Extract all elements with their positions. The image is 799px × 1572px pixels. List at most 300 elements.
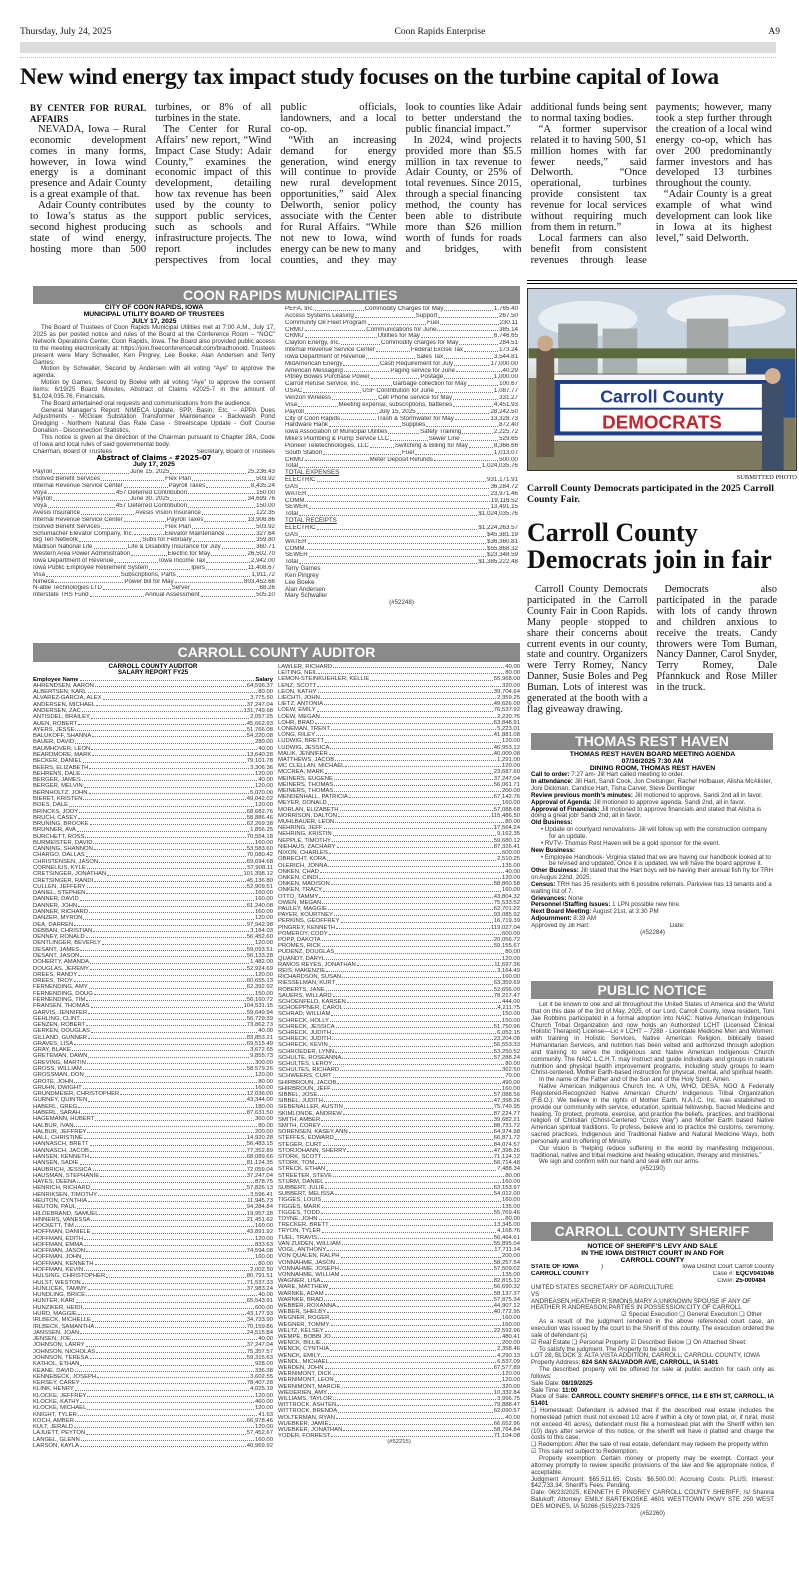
leader-dots <box>103 695 250 699</box>
leader-dots <box>322 1204 501 1208</box>
leader-dots <box>357 962 493 966</box>
row-amount: 79,101.78 <box>246 758 273 765</box>
row-label: SAUERS, WILLARD <box>278 992 332 999</box>
leader-dots <box>342 1055 492 1059</box>
claim-description: Elevator Maintenance <box>164 530 225 537</box>
row-amount: 39,704.64 <box>493 688 520 695</box>
notice-number: (#52215) <box>387 1439 411 1446</box>
row-amount: 120.00 <box>501 874 520 881</box>
claim-description: Sewer Line <box>428 436 460 443</box>
row-amount: 80,791.51 <box>246 1273 273 1280</box>
agenda-item <box>531 916 774 923</box>
leader-dots <box>305 457 369 462</box>
leader-dots <box>206 483 250 488</box>
row-label: SORENSEN, KASEY ANN <box>278 1129 348 1136</box>
leader-dots <box>305 409 378 414</box>
claim-description: Support <box>415 312 438 319</box>
row-amount: 80.00 <box>258 689 273 696</box>
row-label: BRINCKS, JODY <box>33 808 79 815</box>
row-amount: 57,509.02 <box>493 1265 520 1272</box>
row-amount: 360.00 <box>254 1116 273 1123</box>
row-label: HUNTER, KARI <box>33 1298 75 1305</box>
leader-dots <box>330 1222 493 1226</box>
leader-dots <box>329 1284 493 1288</box>
row-amount: 59,315.63 <box>246 1354 273 1361</box>
row-label: GAS <box>285 483 299 490</box>
row-label: RAMOS REYES, JONATHAN <box>278 961 356 968</box>
row-label: KNIGHT, TYLER <box>33 1411 77 1418</box>
leader-dots <box>86 1342 246 1346</box>
leader-dots <box>336 1415 504 1419</box>
leader-dots <box>322 937 493 941</box>
row-amount: 1,291.00 <box>497 757 520 764</box>
row-amount: 67,577.89 <box>493 1364 520 1371</box>
row-amount: 36,284.72 <box>490 483 518 490</box>
approved-by: Approved by Jill Hart: <box>531 922 590 929</box>
row-label: SCHRECK, JUDITH <box>278 1036 332 1043</box>
claim-amount: 1,911.72 <box>251 571 275 578</box>
claim-description: Payroll Taxes <box>166 516 204 523</box>
leader-dots <box>333 831 496 835</box>
leader-dots <box>315 720 493 724</box>
row-label: PAYER, KOURTNEY <box>278 912 333 919</box>
leader-dots <box>324 1297 493 1301</box>
claim-amount: 1,013.07 <box>493 449 518 456</box>
row-amount: 14,920.28 <box>246 1135 273 1142</box>
leader-dots <box>309 504 490 509</box>
row-label: LANGEL, GLENN <box>33 1436 80 1443</box>
row-amount: 66,978.46 <box>246 1417 273 1424</box>
divider <box>527 280 797 284</box>
payee: Iowa Association of Municipal Utilities <box>285 429 388 436</box>
leader-dots <box>335 819 504 823</box>
payee: Payroll <box>33 469 52 476</box>
leader-dots <box>87 884 246 888</box>
row-label: QUANDT, DARYL <box>278 955 326 962</box>
notice-title: CARROLL COUNTY <box>620 1256 685 1264</box>
leader-dots <box>82 1254 254 1258</box>
row-amount: 63,153.97 <box>493 1185 520 1192</box>
leader-dots <box>120 1091 245 1095</box>
leader-dots <box>85 1072 254 1076</box>
payee: Clayton Energy, Inc. <box>285 340 341 347</box>
row-amount: 3,996.75 <box>497 1395 520 1402</box>
leader-dots <box>88 1198 246 1202</box>
leader-dots <box>444 354 493 359</box>
row-amount: 40.00 <box>505 1414 520 1421</box>
leader-dots <box>345 763 501 767</box>
leader-dots <box>323 1142 493 1146</box>
row-amount: 80.00 <box>258 1078 273 1085</box>
row-amount: 4,168.76 <box>497 1228 520 1235</box>
leader-dots <box>84 1267 249 1271</box>
property-type: ☑ Real Estate ❑ Personal Property ☑ Described Below ❑ On Attached Sheet: <box>531 1338 747 1346</box>
claim-amount: 150.00 <box>256 489 275 496</box>
claim-amount: 11,408.67 <box>247 564 275 571</box>
leader-dots <box>321 1210 493 1214</box>
leader-dots <box>329 931 501 935</box>
payee: Visa <box>285 401 297 408</box>
row-label: NEHRING, KRISTIN <box>278 831 332 838</box>
row-label: SCHULTES, RICHARD <box>278 1067 340 1074</box>
row-label: LIETZ, ANTONIA <box>278 701 324 708</box>
row-label: FERNENDING, AMY <box>33 984 88 991</box>
leader-dots <box>390 436 428 441</box>
leader-dots <box>188 490 255 495</box>
claim-amount: 1,000.00 <box>493 374 518 381</box>
paragraph: “Adair County is a great example of what wind development can look like in Iowa at its highest level,” said Delworth. <box>655 189 772 244</box>
salary-list-left <box>33 664 273 1449</box>
leader-dots <box>75 739 254 743</box>
signature-block: Date: 06/23/2025, KENNETH E PINGREY CARROLL COUNTY SHERIFF; /s/ Shanna Balukoff; Attorney: EMILY BARTEKOSKE 4601 WESTTOWN PKWY STE 250 WEST DES MOINES, IA 50266 (515)223-7325 <box>531 1489 774 1510</box>
leader-dots <box>211 551 246 556</box>
leader-dots <box>335 1135 493 1139</box>
row-amount: 40,969.92 <box>246 1442 273 1449</box>
row-label: LUDWIG, JESSICA <box>278 744 330 751</box>
row-amount: 3,672.65 <box>250 1047 273 1054</box>
item-label: Personnel /Staffing Issues: <box>531 901 611 909</box>
claim-description: Trash & Stormwater for May <box>376 415 454 422</box>
claim-amount: 40.29 <box>502 367 518 374</box>
row-label: DANNER, JOHN <box>33 902 78 909</box>
leader-dots <box>79 537 141 542</box>
leader-dots <box>341 340 380 345</box>
row-amount: 7,488.34 <box>497 1166 520 1173</box>
leader-dots <box>87 1393 254 1397</box>
expense-row <box>285 491 518 498</box>
row-label: HOFFMAN, KEVIN <box>33 1267 84 1274</box>
leader-dots <box>90 966 246 970</box>
row-amount: $23,348.59 <box>487 552 518 559</box>
row-label: ROBERTS, JANE <box>278 986 325 993</box>
row-label: WARE, MATTHEW <box>278 1284 329 1291</box>
leader-dots <box>336 980 493 984</box>
row-amount: 320.00 <box>501 682 520 689</box>
row-label: ONKEN, CHAD <box>278 868 319 875</box>
row-label: SKIMLONDE, ANDREW <box>278 1110 342 1117</box>
item-label: Approval of Financials: <box>531 805 600 813</box>
col-salary: Salary <box>255 676 273 683</box>
leader-dots <box>107 871 242 875</box>
leader-dots <box>337 1303 493 1307</box>
section-bar-sheriff: CARROLL COUNTY SHERIFF <box>531 1222 773 1241</box>
leader-dots <box>327 1247 493 1251</box>
row-label: BERGER, JAMES <box>33 777 81 784</box>
claim-row <box>285 436 518 443</box>
claim-description: Server <box>171 585 190 592</box>
row-amount: 75,357.57 <box>246 1348 273 1355</box>
sale-date: 08/19/2025 <box>561 1379 593 1387</box>
leader-dots <box>175 579 243 584</box>
row-label: KEANE, DAVID <box>33 1367 74 1374</box>
row-amount: 928.00 <box>254 1361 273 1368</box>
leader-dots <box>87 1405 254 1409</box>
row-label: LONG, RILEY <box>278 732 315 739</box>
claim-amount: 803,452.66 <box>244 578 275 585</box>
row-label: WATER <box>285 490 307 497</box>
row-amount: 104,531.15 <box>243 1003 273 1010</box>
row-label: KENNEBECK, JOSEPH <box>33 1373 97 1380</box>
row-amount: 878.75 <box>254 1179 273 1186</box>
redemption-notice: ❑ Redemption: After the sale of real estate, defendant may redeem the property within <box>531 1441 769 1449</box>
item-text: Jill stated that the Hart boys will be having their annual fish fry for TRH on Augus 22nd. 2025. <box>531 867 774 882</box>
leader-dots <box>80 947 246 951</box>
section-bar-auditor: CARROLL COUNTY AUDITOR <box>33 643 520 662</box>
leader-dots <box>331 726 496 730</box>
row-label: KLOCKE, JEFFREY <box>33 1392 87 1399</box>
row-amount: 80.00 <box>505 670 520 677</box>
claim-amount: 503.92 <box>256 523 275 530</box>
claim-row <box>33 572 275 579</box>
claim-description: Safety Training <box>420 429 462 436</box>
utility-board-minutes <box>33 305 275 599</box>
claim-description: June 15, 2025 <box>130 469 170 476</box>
row-label: HEUTON, CYNTHIA <box>33 1197 87 1204</box>
row-amount: 600.00 <box>501 850 520 857</box>
row-label: WUEBKER, JONATHAN <box>278 1426 343 1433</box>
row-label: MEINERS, THOMAS <box>278 788 334 795</box>
paragraph: Native American Indigenous Church Inc. A UN, WHO, DESA, NGO & Federally Registered-Recognized Native American Church/ Indigenous Tribal Organization (F.B.O.): We believe in the rights of Mother Earth. N.A.I.C. Inc. was established to provide our community with service, education, spiritual fellowship, Sacred Medicine and healing. To protect, promote, exercise, and practice the beliefs, practices, and traditional religion of Christian (Christ-Centered “Cross Way”) and Mother Earth based Native American spiritual traditions. To profess, believe and to practice the customs, ceremony, sacred practices, Indigenous and Traditional Native and Natural Medicine Ways, both personally and in offering of Ministry. <box>531 1083 774 1145</box>
leader-dots <box>319 875 501 879</box>
row-amount: 160.00 <box>254 839 273 846</box>
row-amount: 47,398.26 <box>493 1147 520 1154</box>
claim-row <box>33 551 275 558</box>
row-label: HANSEN, SADIE <box>33 1160 79 1167</box>
claim-description: Iowa Income Tax <box>159 557 206 564</box>
payee: N-able Technologies LTD <box>33 585 102 592</box>
photo-caption: Carroll County Democrats participated in the 2025 Carroll County Fair. <box>527 483 774 505</box>
row-label: JOHNSON, LARRY <box>33 1342 85 1349</box>
agenda-item <box>531 807 774 821</box>
claim-row <box>285 416 518 423</box>
row-label: GRUHN, DWIGHT <box>33 1084 82 1091</box>
leader-dots <box>299 511 477 516</box>
row-label: HALBUR, IVAN <box>33 1122 74 1129</box>
minutes-title: MUNICIPAL UTILITY BOARD OF TRUSTEES <box>83 310 225 318</box>
row-label: JOHNSON, TERESA <box>33 1354 89 1361</box>
claim-amount: 2,942.00 <box>250 557 275 564</box>
row-amount: 280.00 <box>254 739 273 746</box>
row-label: SCHRECK, HOLLY <box>278 1017 329 1024</box>
row-label: MEYER, DONALD <box>278 800 327 807</box>
leader-dots <box>331 1433 492 1437</box>
row-amount: 57,088.56 <box>493 1092 520 1099</box>
leader-dots <box>308 539 486 544</box>
claim-amount: 34,699.76 <box>247 496 275 503</box>
leader-dots <box>325 1328 493 1332</box>
democrats-headline: Carroll County Democrats join in fair <box>527 518 772 574</box>
item-label: Call to order: <box>531 771 570 779</box>
row-label: DENNEY, RONALD <box>33 934 85 941</box>
row-label: DEBBAN, CHRISTIAN <box>33 927 93 934</box>
row-amount: 23,971.46 <box>490 490 518 497</box>
leader-dots <box>329 850 501 854</box>
leader-dots <box>86 997 246 1001</box>
payee: Mike’s Plumbing & Pump Service LLC <box>285 436 390 443</box>
row-label: STORK, TOM <box>278 1160 315 1167</box>
row-label: CHARGO, DALLAS <box>33 852 85 859</box>
leader-dots <box>335 1377 501 1381</box>
leader-dots <box>327 856 496 860</box>
row-label: HALBUR, JEFFREY <box>33 1128 87 1135</box>
row-label: WERNIMONT, LEON <box>278 1377 334 1384</box>
sale-place-label: Place of Sale: <box>531 1393 570 1401</box>
paragraph: “A former supervisor related it to having 500, $1 million homes with far fewer needs,” said Delworth. “Once operational, turbines provide consistent tax revenue for local services without requiring much from them in return.” <box>530 123 647 233</box>
leader-dots <box>307 498 490 503</box>
leader-dots <box>78 972 254 976</box>
leader-dots <box>332 395 377 400</box>
row-amount: $1,224,263.57 <box>478 525 518 531</box>
leader-dots <box>299 484 489 489</box>
row-amount: 58,137.37 <box>493 1290 520 1297</box>
row-label: BEARDMORE, MARK <box>33 751 92 758</box>
leader-dots <box>81 1437 254 1441</box>
claim-amount: 4,451.93 <box>493 401 518 408</box>
leader-dots <box>89 790 250 794</box>
leader-dots <box>83 1305 254 1309</box>
leader-dots <box>469 443 493 448</box>
leader-dots <box>453 402 493 407</box>
row-amount: 160.00 <box>501 800 520 807</box>
leader-dots <box>340 1266 493 1270</box>
row-label: LARSON, KAYLA <box>33 1442 80 1449</box>
claim-row <box>33 510 275 517</box>
leader-dots <box>48 503 115 508</box>
leader-dots <box>330 1346 496 1350</box>
claim-row <box>33 524 275 531</box>
row-amount: 120.00 <box>254 770 273 777</box>
leader-dots <box>206 565 247 570</box>
row-label: WARNKE, ADAM <box>278 1290 324 1297</box>
row-label: WEGNER, ROGER <box>278 1315 330 1322</box>
row-amount: 58,764.84 <box>493 1426 520 1433</box>
leader-dots <box>325 1365 493 1369</box>
payee: Hardware Hank <box>285 422 328 429</box>
row-label: BERNHOLTZ, JOHN <box>33 789 88 796</box>
claim-amount: 6,746.65 <box>493 333 518 340</box>
claim-row <box>285 429 518 436</box>
leader-dots <box>78 815 246 819</box>
row-amount: 17,564.24 <box>493 825 520 832</box>
leader-dots <box>97 1374 249 1378</box>
row-label: DREES, RANDY <box>33 971 78 978</box>
leader-dots <box>88 1097 246 1101</box>
row-label: SIEBENALLER, AUSTIN <box>278 1104 343 1111</box>
leader-dots <box>99 1211 245 1215</box>
row-amount: 160.00 <box>254 1084 273 1091</box>
row-label: STURM, DANIEL <box>278 1178 324 1185</box>
claim-description: Meter Deposit Refunds <box>369 456 433 463</box>
row-amount: 120.00 <box>254 802 273 809</box>
leader-dots <box>333 664 504 668</box>
row-label: DENTLINGER, BEVERLY <box>33 940 101 947</box>
row-label: HULST, WESTON <box>33 1279 81 1286</box>
row-label: DESANT, JASON <box>33 952 80 959</box>
claim-row <box>33 544 275 551</box>
row-amount: 120.00 <box>501 955 520 962</box>
leader-dots <box>82 777 257 781</box>
row-label: POMEROY, CODY <box>278 930 328 937</box>
payee: Western Area Power Administration <box>33 551 131 558</box>
leader-dots <box>90 1148 246 1152</box>
trh-agenda <box>531 752 774 937</box>
row-label: FERNENDING, TIM <box>33 996 86 1003</box>
row-amount: 49,626.00 <box>493 701 520 708</box>
payee: Access Systems Leasing <box>285 312 354 319</box>
row-label: HABERL, GREG <box>33 1103 78 1110</box>
row-amount: 51,766.08 <box>246 726 273 733</box>
leader-dots <box>325 1291 493 1295</box>
row-amount: 56,714.48 <box>493 1160 520 1167</box>
paragraph: Motion by Games, Second by Boeke with all voting “Aye” to approve the consent items: 6/19/25 Board Minutes, Abstract of Claims #2025-7 in the amount of $1,024,035.76, Financials. <box>33 379 275 400</box>
payee: ISolved Benefit Services <box>33 475 101 482</box>
claim-amount: 284.51 <box>499 340 518 347</box>
claim-row <box>33 592 275 599</box>
row-label: MUHLBAUER, LEON <box>278 819 335 826</box>
row-label: HANNASCH, JACOB <box>33 1147 89 1154</box>
leader-dots <box>317 707 493 711</box>
row-label: BRUNNER, AVA <box>33 827 76 834</box>
row-amount: 43,891.92 <box>246 1229 273 1236</box>
claim-amount: 13,328.73 <box>490 415 518 422</box>
row-amount: 80.00 <box>505 1216 520 1223</box>
row-label: WERNIMONT, MARCIE <box>278 1383 341 1390</box>
leader-dots <box>75 1418 246 1422</box>
leader-dots <box>347 999 501 1003</box>
row-amount: 37,247.04 <box>246 1172 273 1179</box>
row-amount: 60,655.13 <box>246 978 273 985</box>
row-label: OLERICH, JONNA <box>278 862 328 869</box>
payee: Schumacher Elevator Company, Inc. <box>33 530 134 537</box>
page-header <box>20 27 780 37</box>
row-amount: 833.63 <box>254 1241 273 1248</box>
row-label: HOFFMAN, KENNETH <box>33 1260 94 1267</box>
leader-dots <box>77 827 249 831</box>
paragraph: In the name of the Father and of the Son and of the Holy Spirit. Amen. <box>539 1076 731 1084</box>
row-amount: 59,093.51 <box>246 946 273 953</box>
row-amount: 120.00 <box>501 1371 520 1378</box>
leader-dots <box>347 1148 493 1152</box>
row-amount: 64,596.37 <box>246 682 273 689</box>
leader-dots <box>78 903 246 907</box>
notice-title: NOTICE OF SHERIFF’S LEVY AND SALE <box>587 1243 718 1250</box>
leader-dots <box>91 1217 246 1221</box>
leader-dots <box>77 1204 246 1208</box>
leader-dots <box>78 1104 254 1108</box>
claim-description: Annual Assessment <box>145 592 200 599</box>
leader-dots <box>101 524 164 529</box>
payee: ISolved Benefit Services <box>33 523 101 530</box>
row-label: GARVIS, JENNIFER <box>33 1009 88 1016</box>
row-amount: 120.00 <box>254 915 273 922</box>
leader-dots <box>453 395 498 400</box>
claim-amount: 8,435.24 <box>250 482 275 489</box>
row-amount: 72,059.04 <box>246 1166 273 1173</box>
row-label: KLOCKE, KATHY <box>33 1398 80 1405</box>
chairman-label: Chairman, Board of Trustees <box>33 448 113 455</box>
claim-amount: 1,087.77 <box>493 388 518 395</box>
row-amount: 68,089.66 <box>246 1153 273 1160</box>
row-amount: 120.00 <box>254 1235 273 1242</box>
claim-amount: 150.00 <box>256 503 275 510</box>
expense-row <box>285 498 518 505</box>
payee: Iowa Department of Revenue <box>33 557 114 564</box>
leader-dots <box>90 821 246 825</box>
leader-dots <box>326 968 496 972</box>
photo-scene <box>528 289 796 470</box>
leader-dots <box>81 510 134 515</box>
row-amount: 120.00 <box>254 940 273 947</box>
